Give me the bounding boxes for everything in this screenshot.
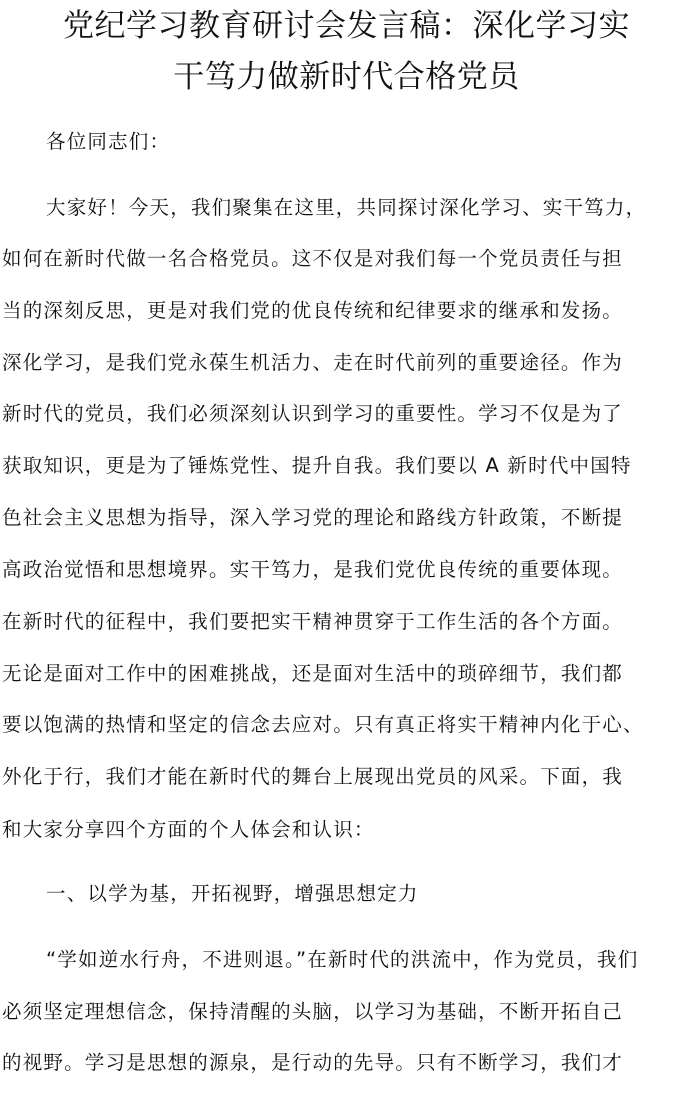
paragraph-1-line: 如何在新时代做一名合格党员。这不仅是对我们每一个党员责任与担 — [2, 247, 624, 270]
paragraph-1-line: 和大家分享四个方面的个人体会和认识： — [2, 818, 375, 841]
document-title-line-2: 干笃力做新时代合格党员 — [173, 59, 520, 95]
paragraph-1-line: 新时代的党员，我们必须深刻认识到学习的重要性。学习不仅是为了 — [2, 402, 624, 425]
paragraph-1-line: 色社会主义思想为指导，深入学习党的理论和路线方针政策，不断提 — [2, 506, 624, 529]
document-title-line-1: 党纪学习教育研讨会发言稿：深化学习实 — [63, 8, 630, 44]
paragraph-2-line: “学如逆水行舟，不进则退。”在新时代的洪流中，作为党员，我们 — [46, 948, 639, 971]
paragraph-1-line: 在新时代的征程中，我们要把实干精神贯穿于工作生活的各个方面。 — [2, 610, 624, 633]
section-1-heading: 一、以学为基，开拓视野，增强思想定力 — [46, 882, 419, 905]
paragraph-1-line: 要以饱满的热情和坚定的信念去应对。只有真正将实干精神内化于心、 — [2, 713, 644, 736]
paragraph-1-line: 深化学习，是我们党永葆生机活力、走在时代前列的重要途径。作为 — [2, 351, 624, 374]
paragraph-1-line: 高政治觉悟和思想境界。实干笃力，是我们党优良传统的重要体现。 — [2, 558, 624, 581]
paragraph-2-line: 必须坚定理想信念，保持清醒的头脑，以学习为基础，不断开拓自己 — [2, 1000, 624, 1023]
paragraph-1-line: 获取知识，更是为了锤炼党性、提升自我。我们要以 A 新时代中国特 — [2, 454, 632, 477]
paragraph-1-line: 无论是面对工作中的困难挑战，还是面对生活中的琐碎细节，我们都 — [2, 662, 624, 685]
paragraph-2-line: 的视野。学习是思想的源泉，是行动的先导。只有不断学习，我们才 — [2, 1051, 624, 1074]
greeting: 各位同志们： — [46, 130, 171, 153]
paragraph-1-line: 外化于行，我们才能在新时代的舞台上展现出党员的风采。下面，我 — [2, 765, 624, 788]
paragraph-1-line: 大家好！今天，我们聚集在这里，共同探讨深化学习、实干笃力， — [46, 196, 647, 219]
paragraph-1-line: 当的深刻反思，更是对我们党的优良传统和纪律要求的继承和发扬。 — [2, 299, 624, 322]
